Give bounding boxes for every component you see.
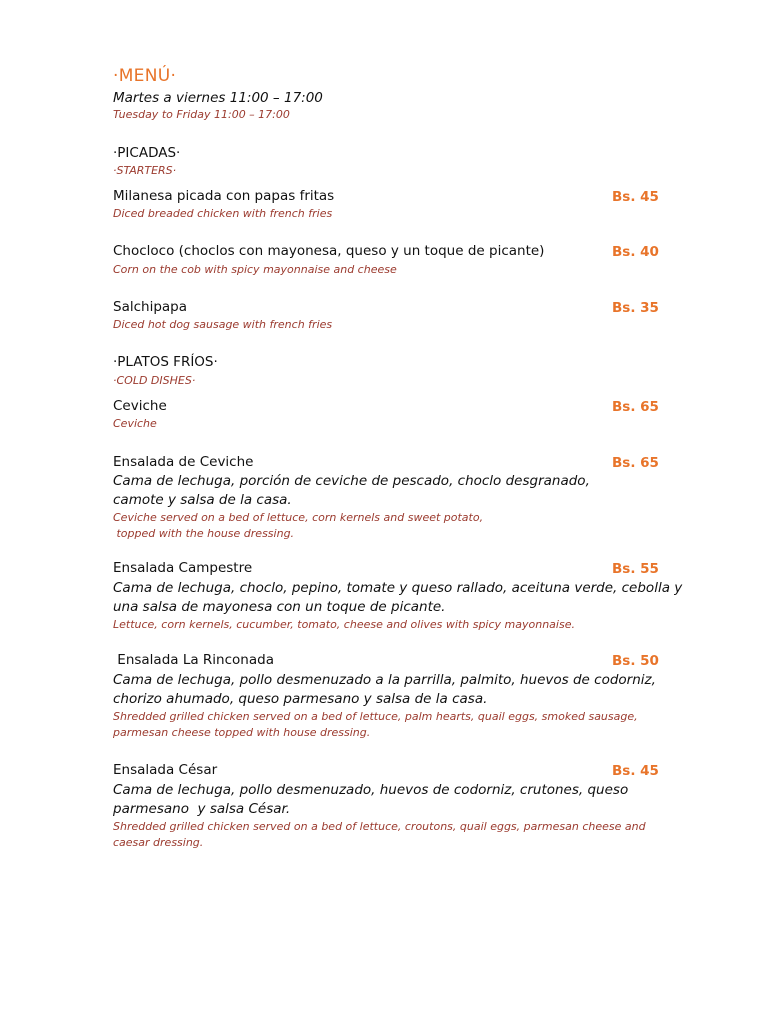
section-heading-platos-frios: ·PLATOS FRÍOS· (113, 354, 218, 370)
item-price: Bs. 50 (612, 653, 659, 669)
section-heading-picadas: ·PICADAS· (113, 145, 181, 161)
item-desc-en: Shredded grilled chicken served on a bed of lettuce, palm hearts, quail eggs, smoked sausage, (113, 710, 638, 723)
item-desc-es: parmesano y salsa César. (113, 801, 291, 817)
item-desc-en: Shredded grilled chicken served on a bed of lettuce, croutons, quail eggs, parmesan cheese and (113, 820, 646, 833)
item-name: Milanesa picada con papas fritas (113, 188, 335, 204)
item-price: Bs. 55 (612, 561, 659, 577)
item-desc-en: Diced hot dog sausage with french fries (113, 318, 333, 331)
item-desc-en: caesar dressing. (113, 836, 204, 849)
item-desc-es: camote y salsa de la casa. (113, 492, 292, 508)
item-name: Chocloco (choclos con mayonesa, queso y un toque de picante) (113, 243, 545, 259)
item-desc-en: Corn on the cob with spicy mayonnaise and cheese (113, 263, 397, 276)
item-price: Bs. 35 (612, 300, 659, 316)
menu-title: ·MENÚ· (113, 66, 177, 86)
item-desc-es: chorizo ahumado, queso parmesano y salsa de la casa. (113, 691, 488, 707)
item-name: Ensalada Campestre (113, 560, 253, 576)
item-name: Ensalada La Rinconada (113, 652, 274, 668)
section-heading-starters: ·STARTERS· (113, 164, 177, 177)
item-desc-es: Cama de lechuga, choclo, pepino, tomate y queso rallado, aceituna verde, cebolla y (113, 580, 683, 596)
section-heading-cold-dishes: ·COLD DISHES· (113, 374, 196, 387)
item-desc-en: Ceviche served on a bed of lettuce, corn kernels and sweet potato, (113, 511, 484, 524)
item-desc-es: Cama de lechuga, porción de ceviche de pescado, choclo desgranado, (113, 473, 590, 489)
item-price: Bs. 65 (612, 455, 659, 471)
item-name: Ceviche (113, 398, 167, 414)
item-desc-es: Cama de lechuga, pollo desmenuzado, huevos de codorniz, crutones, queso (113, 782, 629, 798)
item-name: Ensalada de Ceviche (113, 454, 254, 470)
item-price: Bs. 40 (612, 244, 659, 260)
hours-english: Tuesday to Friday 11:00 – 17:00 (113, 108, 290, 121)
item-desc-en: Diced breaded chicken with french fries (113, 207, 333, 220)
hours-spanish: Martes a viernes 11:00 – 17:00 (113, 90, 323, 106)
item-desc-en: Lettuce, corn kernels, cucumber, tomato, cheese and olives with spicy mayonnaise. (113, 618, 575, 631)
item-desc-es: una salsa de mayonesa con un toque de picante. (113, 599, 446, 615)
item-price: Bs. 65 (612, 399, 659, 415)
item-desc-en: topped with the house dressing. (113, 527, 295, 540)
item-price: Bs. 45 (612, 189, 659, 205)
item-price: Bs. 45 (612, 763, 659, 779)
item-desc-es: Cama de lechuga, pollo desmenuzado a la parrilla, palmito, huevos de codorniz, (113, 672, 656, 688)
item-name: Salchipapa (113, 299, 188, 315)
item-name: Ensalada César (113, 762, 218, 778)
item-desc-en: Ceviche (113, 417, 157, 430)
item-desc-en: parmesan cheese topped with house dressing. (113, 726, 371, 739)
